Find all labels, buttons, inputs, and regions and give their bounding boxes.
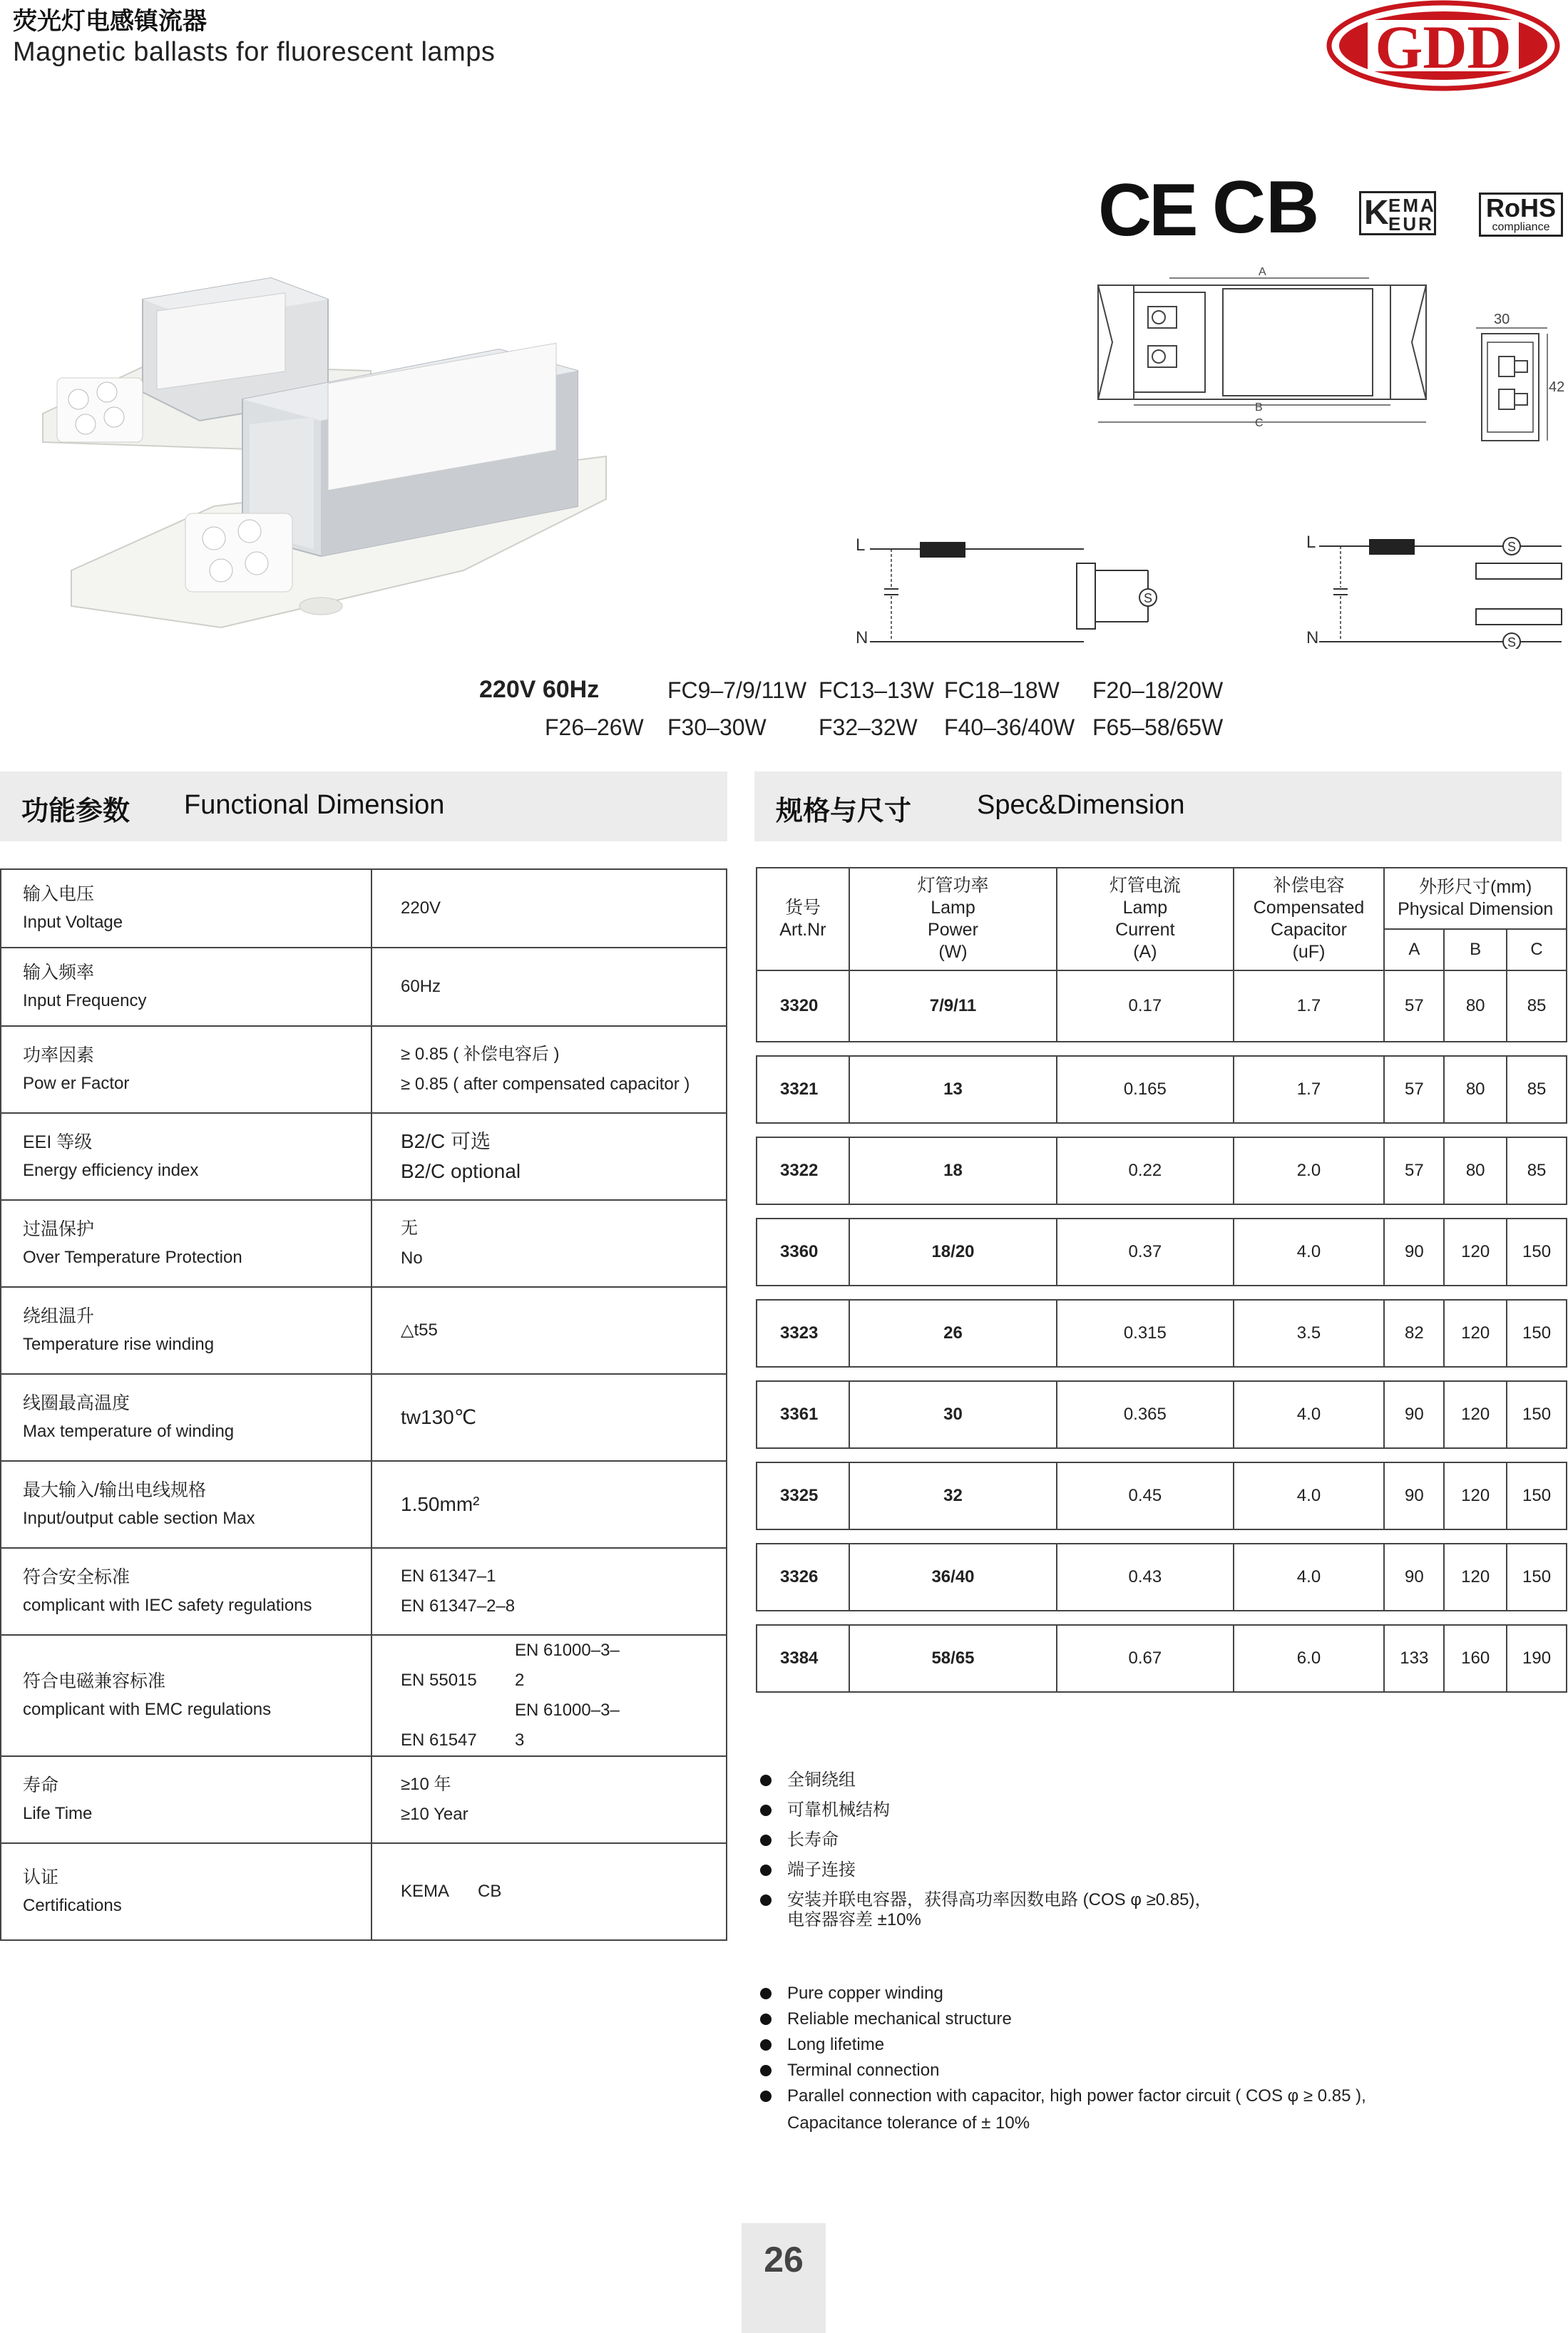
features-cn-list xyxy=(760,1765,1211,1931)
table-row xyxy=(757,1219,1567,1286)
col-power-en2: Power xyxy=(928,920,978,940)
func-value: EN 61347–1 xyxy=(401,1567,496,1586)
table-row xyxy=(757,1300,1567,1367)
func-value: EN 61347–2–8 xyxy=(401,1596,516,1616)
dim-height-value: 42 xyxy=(1549,379,1565,395)
cell-dim-c: 150 xyxy=(1507,1544,1567,1611)
func-row-safety xyxy=(1,1548,727,1635)
cell-power: 7/9/11 xyxy=(849,970,1057,1042)
func-label-en: Certifications xyxy=(23,1896,122,1915)
col-dim-cn: 外形尺寸(mm) xyxy=(1419,877,1532,897)
func-row-certifications xyxy=(1,1843,727,1940)
rating-item: F30–30W xyxy=(667,714,767,740)
list-item-continuation: Capacitance tolerance of ± 10% xyxy=(787,2113,1030,2133)
cell-dim-a: 90 xyxy=(1384,1381,1444,1448)
func-row-input-voltage xyxy=(1,869,727,948)
cell-dim-b: 120 xyxy=(1444,1544,1507,1611)
func-label-cn: 过温保护 xyxy=(23,1219,95,1239)
cell-current: 0.67 xyxy=(1057,1625,1233,1692)
cell-cap: 4.0 xyxy=(1234,1462,1385,1529)
cell-current: 0.315 xyxy=(1057,1300,1233,1367)
list-item: Terminal connection xyxy=(760,2058,1366,2083)
func-label-en: complicant with EMC regulations xyxy=(23,1700,272,1719)
cell-dim-a: 90 xyxy=(1384,1462,1444,1529)
table-row xyxy=(757,1056,1567,1123)
spec-header-row xyxy=(757,868,1567,929)
cell-current: 0.365 xyxy=(1057,1381,1233,1448)
circuit-diagrams xyxy=(841,521,1568,649)
cell-dim-c: 150 xyxy=(1507,1219,1567,1286)
dim-label-b: B xyxy=(1255,401,1263,414)
cell-dim-c: 85 xyxy=(1507,1137,1567,1204)
list-item: Pure copper winding xyxy=(760,1981,1366,2006)
gdd-logo xyxy=(1325,0,1562,91)
table-row xyxy=(757,1381,1567,1448)
func-value: 60Hz xyxy=(401,977,441,996)
list-item: 长寿命 xyxy=(760,1825,1211,1855)
col-power-cn: 灯管功率 xyxy=(917,876,989,896)
func-label-en: Temperature rise winding xyxy=(23,1335,215,1354)
func-label-cn: 认证 xyxy=(23,1867,59,1887)
cell-current: 0.17 xyxy=(1057,970,1233,1042)
list-item: 全铜绕组 xyxy=(760,1765,1211,1795)
cell-dim-b: 80 xyxy=(1444,1056,1507,1123)
cell-dim-b: 80 xyxy=(1444,970,1507,1042)
page-number-box xyxy=(742,2223,826,2333)
spec-table-wrap xyxy=(756,867,1567,1693)
dim-label-a: A xyxy=(1259,266,1266,278)
cell-dim-a: 133 xyxy=(1384,1625,1444,1692)
cell-cap: 3.5 xyxy=(1234,1300,1385,1367)
cell-art-nr: 3325 xyxy=(757,1462,849,1529)
rating-item: F32–32W xyxy=(819,714,918,740)
func-row-eei xyxy=(1,1113,727,1200)
list-item-continuation: 电容器容差 ±10% xyxy=(787,1910,921,1929)
rating-item: FC9–7/9/11W xyxy=(667,677,807,703)
func-value: No xyxy=(401,1248,423,1268)
cell-dim-c: 85 xyxy=(1507,1056,1567,1123)
functional-section-header xyxy=(0,771,727,841)
col-cap-cn: 补偿电容 xyxy=(1273,876,1345,896)
func-row-max-temp xyxy=(1,1374,727,1461)
cell-art-nr: 3384 xyxy=(757,1625,849,1692)
cell-dim-b: 120 xyxy=(1444,1381,1507,1448)
rohs-compliance-label: compliance xyxy=(1492,221,1550,233)
cell-cap: 1.7 xyxy=(1234,970,1385,1042)
circuit1-l-label: L xyxy=(856,535,866,555)
func-label-en: Input/output cable section Max xyxy=(23,1509,255,1528)
func-label-cn: 线圈最高温度 xyxy=(23,1393,130,1413)
cell-dim-c: 150 xyxy=(1507,1462,1567,1529)
cell-dim-b: 160 xyxy=(1444,1625,1507,1692)
col-dim-a: A xyxy=(1384,929,1444,970)
cell-power: 58/65 xyxy=(849,1625,1057,1692)
table-row xyxy=(757,1137,1567,1204)
cell-dim-b: 120 xyxy=(1444,1219,1507,1286)
rohs-label: RoHS xyxy=(1486,193,1556,222)
spec-table xyxy=(756,867,1567,1693)
col-dim-b: B xyxy=(1444,929,1507,970)
cell-dim-c: 190 xyxy=(1507,1625,1567,1692)
func-value: KEMA xyxy=(401,1882,450,1901)
func-label-cn: 输入频率 xyxy=(23,963,95,983)
cell-current: 0.22 xyxy=(1057,1137,1233,1204)
cell-power: 18 xyxy=(849,1137,1057,1204)
cell-cap: 2.0 xyxy=(1234,1137,1385,1204)
page-title-cn: 荧光灯电感镇流器 xyxy=(13,8,207,35)
circuit2-l-label: L xyxy=(1306,533,1316,552)
rating-voltage: 220V 60Hz xyxy=(479,676,600,703)
cell-dim-a: 90 xyxy=(1384,1544,1444,1611)
func-value: CB xyxy=(478,1882,502,1901)
func-label-en: Over Temperature Protection xyxy=(23,1248,242,1267)
func-label-cn: 寿命 xyxy=(23,1775,59,1795)
func-label-en: Input Frequency xyxy=(23,991,147,1010)
cell-power: 32 xyxy=(849,1462,1057,1529)
cell-current: 0.165 xyxy=(1057,1056,1233,1123)
list-item: 可靠机械结构 xyxy=(760,1795,1211,1825)
func-value: ≥ 0.85 ( after compensated capacitor ) xyxy=(401,1075,690,1094)
table-row xyxy=(757,1625,1567,1692)
col-cap-en2: Capacitor xyxy=(1270,920,1347,940)
func-row-power-factor xyxy=(1,1026,727,1113)
page-number: 26 xyxy=(764,2240,804,2280)
cell-power: 36/40 xyxy=(849,1544,1057,1611)
func-value: EN 61000–3–2 xyxy=(515,1641,620,1690)
func-row-temp-rise xyxy=(1,1287,727,1374)
table-row xyxy=(757,970,1567,1042)
list-item: 端子连接 xyxy=(760,1855,1211,1885)
func-label-en: Pow er Factor xyxy=(23,1074,130,1093)
func-label-cn: 功率因素 xyxy=(23,1045,95,1065)
func-row-input-frequency xyxy=(1,948,727,1026)
list-item: Reliable mechanical structure xyxy=(760,2006,1366,2032)
circuit2-n-label: N xyxy=(1306,628,1319,647)
func-value: 无 xyxy=(401,1219,418,1238)
col-cap-en1: Compensated xyxy=(1253,898,1365,918)
func-value: EN 55015 xyxy=(401,1671,477,1690)
func-label-cn: 符合安全标准 xyxy=(23,1567,130,1587)
func-value: B2/C 可选 xyxy=(401,1130,491,1152)
rating-item: F26–26W xyxy=(545,714,644,740)
product-photo xyxy=(36,271,620,642)
func-label-en: Input Voltage xyxy=(23,913,123,932)
functional-header-cn: 功能参数 xyxy=(21,796,130,826)
circuit2-starter2-label: S xyxy=(1507,635,1517,649)
func-row-cable xyxy=(1,1461,727,1548)
ce-mark: CE xyxy=(1098,169,1196,252)
col-current-unit: (A) xyxy=(1133,942,1157,962)
func-row-emc xyxy=(1,1635,727,1756)
cell-cap: 4.0 xyxy=(1234,1544,1385,1611)
col-current-en1: Lamp xyxy=(1122,898,1168,918)
cb-mark: CB xyxy=(1212,166,1320,249)
cell-cap: 1.7 xyxy=(1234,1056,1385,1123)
col-current-en2: Current xyxy=(1115,920,1175,940)
func-label-cn: 输入电压 xyxy=(23,884,95,904)
col-power-unit: (W) xyxy=(938,942,968,962)
col-dim-en: Physical Dimension xyxy=(1398,899,1554,919)
func-value: 1.50mm² xyxy=(401,1493,480,1515)
func-row-life xyxy=(1,1756,727,1843)
col-cap-unit: (uF) xyxy=(1292,942,1326,962)
rating-item: FC13–13W xyxy=(819,677,934,703)
dim-width-value: 30 xyxy=(1494,312,1510,327)
func-value: 220V xyxy=(401,898,441,918)
cell-cap: 4.0 xyxy=(1234,1381,1385,1448)
func-label-cn: EEI 等级 xyxy=(23,1132,93,1152)
func-label-cn: 符合电磁兼容标准 xyxy=(23,1671,166,1691)
functional-table xyxy=(0,868,727,1941)
cell-art-nr: 3322 xyxy=(757,1137,849,1204)
rating-item: F20–18/20W xyxy=(1092,677,1224,703)
func-label-cn: 绕组温升 xyxy=(23,1306,95,1326)
cell-dim-c: 150 xyxy=(1507,1381,1567,1448)
kema-keur-mark: K EMA EUR xyxy=(1359,191,1436,235)
cell-dim-a: 90 xyxy=(1384,1219,1444,1286)
func-label-en: complicant with IEC safety regulations xyxy=(23,1596,312,1615)
cell-power: 18/20 xyxy=(849,1219,1057,1286)
cell-cap: 4.0 xyxy=(1234,1219,1385,1286)
cell-art-nr: 3326 xyxy=(757,1544,849,1611)
cell-power: 30 xyxy=(849,1381,1057,1448)
circuit1-n-label: N xyxy=(856,628,868,647)
cell-dim-b: 80 xyxy=(1444,1137,1507,1204)
list-item: 安装并联电容器，获得高功率因数电路 (COS φ ≥0.85)， xyxy=(760,1885,1211,1915)
col-power-en1: Lamp xyxy=(931,898,975,918)
cell-art-nr: 3320 xyxy=(757,970,849,1042)
func-value: ≥ 0.85 ( 补偿电容后 ) xyxy=(401,1045,560,1064)
func-value: B2/C optional xyxy=(401,1160,521,1182)
rating-item: F65–58/65W xyxy=(1092,714,1224,740)
circuit-single-lamp xyxy=(856,535,1157,647)
cell-dim-a: 57 xyxy=(1384,970,1444,1042)
func-value: EN 61547 xyxy=(401,1730,477,1750)
spec-header-cn: 规格与尺寸 xyxy=(776,796,912,826)
cell-dim-a: 57 xyxy=(1384,1137,1444,1204)
func-row-over-temp xyxy=(1,1200,727,1287)
cell-art-nr: 3323 xyxy=(757,1300,849,1367)
list-item: Parallel connection with capacitor, high power factor circuit ( COS φ ≥ 0.85 ), xyxy=(760,2083,1366,2109)
cell-current: 0.37 xyxy=(1057,1219,1233,1286)
cell-current: 0.43 xyxy=(1057,1544,1233,1611)
spec-section-header xyxy=(754,771,1562,841)
func-value: EN 61000–3–3 xyxy=(515,1701,620,1750)
col-dim-c: C xyxy=(1507,929,1567,970)
rohs-mark xyxy=(1479,193,1563,237)
cell-power: 26 xyxy=(849,1300,1057,1367)
cell-dim-c: 150 xyxy=(1507,1300,1567,1367)
func-label-en: Life Time xyxy=(23,1804,93,1823)
col-art-cn: 货号 xyxy=(784,898,821,918)
functional-header-en: Functional Dimension xyxy=(184,790,445,820)
list-item: Long lifetime xyxy=(760,2032,1366,2058)
cell-dim-a: 82 xyxy=(1384,1300,1444,1367)
logo-text: GDD xyxy=(1375,13,1512,81)
cell-power: 13 xyxy=(849,1056,1057,1123)
func-label-cn: 最大输入/输出电线规格 xyxy=(23,1480,206,1500)
cell-art-nr: 3361 xyxy=(757,1381,849,1448)
func-label-en: Max temperature of winding xyxy=(23,1422,235,1441)
circuit2-starter1-label: S xyxy=(1507,540,1517,554)
dimension-drawing xyxy=(1084,264,1568,449)
func-value: tw130℃ xyxy=(401,1406,477,1428)
cell-dim-b: 120 xyxy=(1444,1462,1507,1529)
func-label-en: Energy efficiency index xyxy=(23,1161,199,1180)
col-current-cn: 灯管电流 xyxy=(1109,876,1181,896)
cell-art-nr: 3321 xyxy=(757,1056,849,1123)
col-art-en: Art.Nr xyxy=(779,920,826,940)
func-value: △t55 xyxy=(401,1321,438,1340)
cell-current: 0.45 xyxy=(1057,1462,1233,1529)
table-row xyxy=(757,1544,1567,1611)
features-en-list xyxy=(760,1981,1366,2138)
circuit1-starter-label: S xyxy=(1144,591,1153,605)
spec-header-en: Spec&Dimension xyxy=(977,790,1185,820)
cell-cap: 6.0 xyxy=(1234,1625,1385,1692)
circuit-twin-lamp xyxy=(1306,533,1562,649)
table-row xyxy=(757,1462,1567,1529)
page-title-en: Magnetic ballasts for fluorescent lamps xyxy=(13,37,496,67)
cell-dim-c: 85 xyxy=(1507,970,1567,1042)
cell-dim-a: 57 xyxy=(1384,1056,1444,1123)
rating-item: F40–36/40W xyxy=(944,714,1075,740)
rating-item: FC18–18W xyxy=(944,677,1060,703)
func-value: ≥10 Year xyxy=(401,1805,468,1824)
dim-label-c: C xyxy=(1255,417,1264,429)
cell-dim-b: 120 xyxy=(1444,1300,1507,1367)
cell-art-nr: 3360 xyxy=(757,1219,849,1286)
func-value: ≥10 年 xyxy=(401,1775,451,1794)
